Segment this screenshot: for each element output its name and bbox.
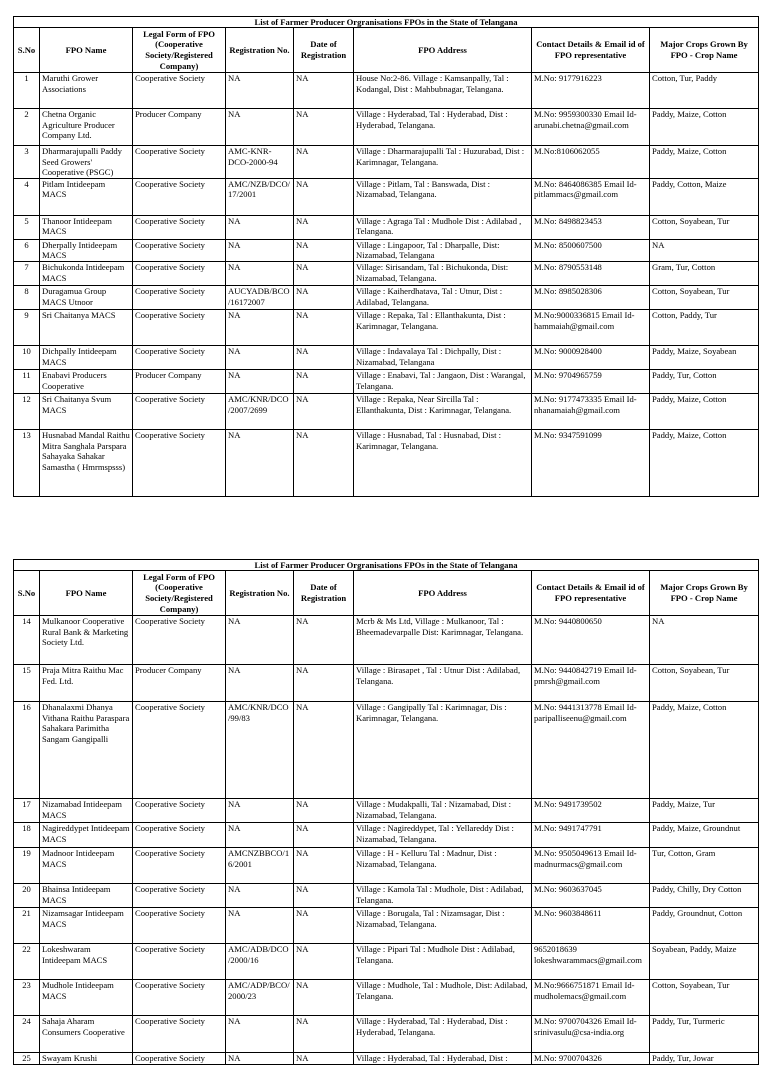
table-row	[14, 345, 759, 369]
header-contact-details: Contact Details & Email id of FPO representative	[532, 28, 650, 73]
cell-fpo-name: Chetna Organic Agriculture Producer Company Ltd.	[40, 109, 133, 146]
cell-legal-form: Cooperative Society	[133, 429, 226, 496]
cell-legal-form: Cooperative Society	[133, 823, 226, 848]
cell-fpo-name: Dichpally Intideepam MACS	[40, 345, 133, 369]
cell-fpo-name: Enabavi Producers Cooperative	[40, 369, 133, 393]
cell-contact-details: M.No:9666751871 Email Id- mudholemacs@gmail.com	[532, 980, 650, 1016]
cell-fpo-name: Pitlam Intideepam MACS	[40, 178, 133, 215]
cell-sno: 13	[14, 429, 40, 496]
cell-contact-details: 9652018639 lokeshwarammacs@gmail.com	[532, 944, 650, 980]
cell-sno: 6	[14, 239, 40, 261]
table-row	[14, 285, 759, 309]
cell-legal-form: Cooperative Society	[133, 884, 226, 908]
cell-fpo-address: Village : Kamola Tal : Mudhole, Dist : Adilabad, Telangana.	[354, 884, 532, 908]
cell-registration-no: NA	[226, 884, 294, 908]
cell-fpo-name: Lokeshwaram Intideepam MACS	[40, 944, 133, 980]
table-title: List of Farmer Producer Orgranisations FPOs in the State of Telangana	[14, 17, 759, 28]
cell-fpo-name: Dharmarajupalli Paddy Seed Growers' Cooperative (PSGC)	[40, 146, 133, 179]
cell-contact-details: M.No: 9000928400	[532, 345, 650, 369]
cell-date-of-registration: NA	[294, 146, 354, 179]
cell-legal-form: Cooperative Society	[133, 146, 226, 179]
cell-contact-details: M.No: 9959300330 Email Id- arunabi.chetna@gmail.com	[532, 109, 650, 146]
cell-sno: 23	[14, 980, 40, 1016]
table-row	[14, 944, 759, 980]
cell-sno: 14	[14, 616, 40, 665]
header-sno: S.No	[14, 571, 40, 616]
cell-fpo-address: Village : Nagireddypet, Tal : Yellareddy Dist : Nizamabad, Telangana.	[354, 823, 532, 848]
cell-registration-no: NA	[226, 429, 294, 496]
cell-fpo-name: Duragamua Group MACS Utnoor	[40, 285, 133, 309]
cell-legal-form: Cooperative Society	[133, 261, 226, 285]
cell-major-crops: Cotton, Paddy, Tur	[650, 309, 759, 345]
cell-contact-details: M.No: 8464086385 Email Id- pitlammacs@gmail.com	[532, 178, 650, 215]
header-fpo-address: FPO Address	[354, 571, 532, 616]
table-row	[14, 1016, 759, 1053]
header-fpo-address: FPO Address	[354, 28, 532, 73]
cell-contact-details: M.No: 9704965759	[532, 369, 650, 393]
cell-contact-details: M.No: 9491739502	[532, 799, 650, 823]
fpo-table-page-2	[13, 559, 759, 1065]
cell-fpo-address: Village : Indavalaya Tal : Dichpally, Dist : Nizamabad, Telangana	[354, 345, 532, 369]
cell-date-of-registration: NA	[294, 908, 354, 944]
cell-fpo-name: Dherpally Intideepam MACS	[40, 239, 133, 261]
cell-fpo-name: Mulkanoor Cooperative Rural Bank & Marketing Society Ltd.	[40, 616, 133, 665]
cell-legal-form: Cooperative Society	[133, 702, 226, 799]
cell-date-of-registration: NA	[294, 944, 354, 980]
cell-fpo-name: Sahaja Aharam Consumers Cooperative	[40, 1016, 133, 1053]
cell-sno: 25	[14, 1053, 40, 1065]
cell-legal-form: Cooperative Society	[133, 1053, 226, 1065]
table-row	[14, 109, 759, 146]
cell-contact-details: M.No: 8790553148	[532, 261, 650, 285]
cell-contact-details: M.No: 9347591099	[532, 429, 650, 496]
cell-legal-form: Cooperative Society	[133, 345, 226, 369]
cell-legal-form: Cooperative Society	[133, 285, 226, 309]
cell-sno: 12	[14, 393, 40, 429]
cell-legal-form: Cooperative Society	[133, 215, 226, 239]
cell-major-crops: Cotton, Soyabean, Tur	[650, 285, 759, 309]
table-row	[14, 393, 759, 429]
fpo-table-page-1	[13, 16, 759, 497]
header-date-of-registration: Date of Registration	[294, 571, 354, 616]
cell-sno: 3	[14, 146, 40, 179]
cell-legal-form: Cooperative Society	[133, 309, 226, 345]
header-registration-no: Registration No.	[226, 571, 294, 616]
cell-legal-form: Cooperative Society	[133, 980, 226, 1016]
cell-major-crops: Paddy, Maize, Cotton	[650, 146, 759, 179]
cell-fpo-name: Nagireddypet Intideepam MACS	[40, 823, 133, 848]
cell-major-crops: Cotton, Soyabean, Tur	[650, 665, 759, 702]
cell-legal-form: Cooperative Society	[133, 799, 226, 823]
cell-legal-form: Cooperative Society	[133, 178, 226, 215]
cell-contact-details: M.No:9000336815 Email Id- hammaiah@gmail.com	[532, 309, 650, 345]
table-row	[14, 616, 759, 665]
cell-fpo-name: Thanoor Intideepam MACS	[40, 215, 133, 239]
cell-contact-details: M.No: 9700704326	[532, 1053, 650, 1065]
cell-contact-details: M.No: 9441313778 Email Id- paripalliseenu@gmail.com	[532, 702, 650, 799]
cell-major-crops: Cotton, Tur, Paddy	[650, 73, 759, 109]
cell-legal-form: Cooperative Society	[133, 908, 226, 944]
cell-fpo-address: Village : Agraga Tal : Mudhole Dist : Adilabad , Telangana.	[354, 215, 532, 239]
cell-sno: 5	[14, 215, 40, 239]
table-row	[14, 178, 759, 215]
cell-sno: 22	[14, 944, 40, 980]
cell-fpo-address: House No:2-86. Village : Kamsanpally, Tal : Kodangal, Dist : Mahbubnagar, Telangana.	[354, 73, 532, 109]
cell-registration-no: AMC-KNR-DCO-2000-94	[226, 146, 294, 179]
cell-major-crops: Cotton, Soyabean, Tur	[650, 215, 759, 239]
cell-major-crops: Paddy, Maize, Soyabean	[650, 345, 759, 369]
cell-date-of-registration: NA	[294, 261, 354, 285]
cell-date-of-registration: NA	[294, 178, 354, 215]
cell-fpo-name: Bhainsa Intideepam MACS	[40, 884, 133, 908]
cell-date-of-registration: NA	[294, 799, 354, 823]
cell-registration-no: AMC/KNR/DCO/2007/2699	[226, 393, 294, 429]
cell-fpo-address: Village : Mudakpalli, Tal : Nizamabad, Dist : Nizamabad, Telangana.	[354, 799, 532, 823]
cell-registration-no: NA	[226, 908, 294, 944]
cell-fpo-name: Sri Chaitanya MACS	[40, 309, 133, 345]
cell-major-crops: Cotton, Soyabean, Tur	[650, 980, 759, 1016]
table-row	[14, 215, 759, 239]
cell-sno: 9	[14, 309, 40, 345]
cell-major-crops: Paddy, Groundnut, Cotton	[650, 908, 759, 944]
cell-date-of-registration: NA	[294, 702, 354, 799]
table-row	[14, 73, 759, 109]
cell-sno: 15	[14, 665, 40, 702]
cell-registration-no: NA	[226, 665, 294, 702]
cell-major-crops: NA	[650, 616, 759, 665]
cell-major-crops: Paddy, Chilly, Dry Cotton	[650, 884, 759, 908]
cell-legal-form: Cooperative Society	[133, 73, 226, 109]
cell-contact-details: M.No: 9603848611	[532, 908, 650, 944]
cell-fpo-address: Village : Dharmarajupalli Tal : Huzurabad, Dist : Karimnagar, Telangana.	[354, 146, 532, 179]
cell-date-of-registration: NA	[294, 73, 354, 109]
cell-sno: 2	[14, 109, 40, 146]
cell-major-crops: Paddy, Maize, Cotton	[650, 109, 759, 146]
cell-sno: 20	[14, 884, 40, 908]
cell-fpo-address: Village : Mudhole, Tal : Mudhole, Dist: Adilabad, Telangana.	[354, 980, 532, 1016]
cell-date-of-registration: NA	[294, 345, 354, 369]
cell-fpo-address: Village : Pitlam, Tal : Banswada, Dist : Nizamabad, Telangana.	[354, 178, 532, 215]
cell-date-of-registration: NA	[294, 665, 354, 702]
table-row	[14, 702, 759, 799]
cell-legal-form: Cooperative Society	[133, 1016, 226, 1053]
cell-major-crops: Paddy, Maize, Cotton	[650, 393, 759, 429]
cell-sno: 1	[14, 73, 40, 109]
cell-major-crops: Paddy, Maize, Groundnut	[650, 823, 759, 848]
cell-fpo-address: Mcrb & Ms Ltd, Village : Mulkanoor, Tal : Bheemadevarpalle Dist: Karimnagar, Telangana.	[354, 616, 532, 665]
cell-registration-no: AMCNZBBCO/16/2001	[226, 848, 294, 884]
cell-registration-no: NA	[226, 261, 294, 285]
cell-sno: 4	[14, 178, 40, 215]
cell-major-crops: Soyabean, Paddy, Maize	[650, 944, 759, 980]
cell-major-crops: Gram, Tur, Cotton	[650, 261, 759, 285]
table-row	[14, 429, 759, 496]
header-date-of-registration: Date of Registration	[294, 28, 354, 73]
header-legal-form: Legal Form of FPO (Cooperative Society/Registered Company)	[133, 28, 226, 73]
cell-contact-details: M.No: 9177473335 Email Id- nhanamaiah@gmail.com	[532, 393, 650, 429]
table-row	[14, 823, 759, 848]
cell-sno: 8	[14, 285, 40, 309]
cell-registration-no: NA	[226, 73, 294, 109]
cell-contact-details: M.No: 8985028306	[532, 285, 650, 309]
table-row	[14, 799, 759, 823]
cell-sno: 24	[14, 1016, 40, 1053]
cell-fpo-address: Village : Repaka, Tal : Ellanthakunta, Dist : Karimnagar, Telangana.	[354, 309, 532, 345]
cell-fpo-name: Dhanalaxmi Dhanya Vithana Raithu Paraspara Sahakara Parimitha Sangam Gangipalli	[40, 702, 133, 799]
cell-major-crops: Paddy, Tur, Turmeric	[650, 1016, 759, 1053]
cell-fpo-address: Village : Birasapet , Tal : Utnur Dist : Adilabad, Telangana.	[354, 665, 532, 702]
cell-sno: 16	[14, 702, 40, 799]
cell-date-of-registration: NA	[294, 393, 354, 429]
cell-contact-details: M.No: 9603637045	[532, 884, 650, 908]
table-row	[14, 1053, 759, 1065]
cell-legal-form: Producer Company	[133, 665, 226, 702]
cell-date-of-registration: NA	[294, 239, 354, 261]
header-fpo-name: FPO Name	[40, 571, 133, 616]
cell-contact-details: M.No: 9700704326 Email Id- srinivasulu@csa-india.org	[532, 1016, 650, 1053]
cell-fpo-address: Village : Repaka, Near Sircilla Tal : Ellanthakunta, Dist : Karimnagar, Telangana.	[354, 393, 532, 429]
cell-fpo-name: Bichukonda Intideepam MACS	[40, 261, 133, 285]
cell-sno: 21	[14, 908, 40, 944]
cell-fpo-address: Village : Hyderabad, Tal : Hyderabad, Dist : Hyderabad, Telangana.	[354, 1016, 532, 1053]
table-row	[14, 146, 759, 179]
cell-registration-no: NA	[226, 239, 294, 261]
cell-registration-no: NA	[226, 309, 294, 345]
cell-registration-no: NA	[226, 109, 294, 146]
header-major-crops: Major Crops Grown By FPO - Crop Name	[650, 571, 759, 616]
cell-contact-details: M.No: 9491747791	[532, 823, 650, 848]
header-contact-details: Contact Details & Email id of FPO representative	[532, 571, 650, 616]
cell-major-crops: Paddy, Tur, Jowar	[650, 1053, 759, 1065]
cell-fpo-address: Village : Pipari Tal : Mudhole Dist : Adilabad, Telangana.	[354, 944, 532, 980]
cell-date-of-registration: NA	[294, 285, 354, 309]
cell-sno: 7	[14, 261, 40, 285]
cell-fpo-name: Nizamsagar Intideepam MACS	[40, 908, 133, 944]
table-row	[14, 309, 759, 345]
cell-date-of-registration: NA	[294, 309, 354, 345]
cell-legal-form: Cooperative Society	[133, 944, 226, 980]
table-row	[14, 261, 759, 285]
cell-legal-form: Producer Company	[133, 369, 226, 393]
cell-date-of-registration: NA	[294, 848, 354, 884]
cell-major-crops: Paddy, Maize, Cotton	[650, 702, 759, 799]
cell-date-of-registration: NA	[294, 616, 354, 665]
cell-date-of-registration: NA	[294, 429, 354, 496]
table-row	[14, 980, 759, 1016]
cell-date-of-registration: NA	[294, 980, 354, 1016]
table-row	[14, 848, 759, 884]
table-row	[14, 665, 759, 702]
cell-fpo-address: Village : Enabavi, Tal : Jangaon, Dist : Warangal, Telangana.	[354, 369, 532, 393]
cell-legal-form: Producer Company	[133, 109, 226, 146]
cell-registration-no: NA	[226, 215, 294, 239]
header-legal-form: Legal Form of FPO (Cooperative Society/Registered Company)	[133, 571, 226, 616]
cell-date-of-registration: NA	[294, 109, 354, 146]
cell-legal-form: Cooperative Society	[133, 393, 226, 429]
cell-contact-details: M.No: 8500607500	[532, 239, 650, 261]
cell-fpo-address: Village : Borugala, Tal : Nizamsagar, Dist : Nizamabad, Telangana.	[354, 908, 532, 944]
cell-major-crops: NA	[650, 239, 759, 261]
cell-fpo-address: Village : Gangipally Tal : Karimnagar, Dis : Karimnagar, Telangana.	[354, 702, 532, 799]
cell-registration-no: NA	[226, 1053, 294, 1065]
cell-registration-no: NA	[226, 616, 294, 665]
header-fpo-name: FPO Name	[40, 28, 133, 73]
table-row	[14, 908, 759, 944]
cell-fpo-address: Village : Hyderabad, Tal : Hyderabad, Dist : Hyderabad, Telangana.	[354, 109, 532, 146]
cell-fpo-address: Village : Hyderabad, Tal : Hyderabad, Dist :	[354, 1053, 532, 1065]
cell-major-crops: Paddy, Maize, Tur	[650, 799, 759, 823]
cell-registration-no: AMC/NZB/DCO/17/2001	[226, 178, 294, 215]
cell-contact-details: M.No:8106062055	[532, 146, 650, 179]
cell-fpo-name: Praja Mitra Raithu Mac Fed. Ltd.	[40, 665, 133, 702]
cell-registration-no: NA	[226, 369, 294, 393]
cell-sno: 17	[14, 799, 40, 823]
cell-registration-no: NA	[226, 1016, 294, 1053]
cell-major-crops: Tur, Cotton, Gram	[650, 848, 759, 884]
cell-contact-details: M.No: 9440800650	[532, 616, 650, 665]
cell-date-of-registration: NA	[294, 1016, 354, 1053]
cell-major-crops: Paddy, Tur, Cotton	[650, 369, 759, 393]
cell-fpo-address: Village : Husnabad, Tal : Husnabad, Dist : Karimnagar, Telangana.	[354, 429, 532, 496]
cell-fpo-address: Village: Sirisandam, Tal : Bichukonda, Dist: Nizamabad, Telangana.	[354, 261, 532, 285]
cell-fpo-name: Maruthi Grower Associations	[40, 73, 133, 109]
cell-fpo-name: Mudhole Intideepam MACS	[40, 980, 133, 1016]
header-sno: S.No	[14, 28, 40, 73]
cell-fpo-name: Madnoor Intideepam MACS	[40, 848, 133, 884]
cell-contact-details: M.No: 8498823453	[532, 215, 650, 239]
cell-date-of-registration: NA	[294, 823, 354, 848]
cell-contact-details: M.No: 9505049613 Email Id- madnurmacs@gmail.com	[532, 848, 650, 884]
cell-fpo-name: Husnabad Mandal Raithu Mitra Sanghala Parspara Sahayaka Sahakar Samastha ( Hmrmspsss)	[40, 429, 133, 496]
cell-contact-details: M.No: 9177916223	[532, 73, 650, 109]
cell-date-of-registration: NA	[294, 1053, 354, 1065]
cell-fpo-address: Village : Kaiherdhatava, Tal : Utnur, Dist : Adilabad, Telangana.	[354, 285, 532, 309]
cell-major-crops: Paddy, Cotton, Maize	[650, 178, 759, 215]
cell-fpo-name: Nizamabad Intideepam MACS	[40, 799, 133, 823]
cell-legal-form: Cooperative Society	[133, 616, 226, 665]
header-registration-no: Registration No.	[226, 28, 294, 73]
cell-contact-details: M.No: 9440842719 Email Id- pmrsh@gmail.com	[532, 665, 650, 702]
table-title: List of Farmer Producer Orgranisations FPOs in the State of Telangana	[14, 560, 759, 571]
cell-registration-no: AMC/ADB/DCO/2000/16	[226, 944, 294, 980]
cell-sno: 19	[14, 848, 40, 884]
table-row	[14, 369, 759, 393]
cell-registration-no: NA	[226, 823, 294, 848]
table-row	[14, 884, 759, 908]
cell-registration-no: AMC/KNR/DCO/99/83	[226, 702, 294, 799]
cell-sno: 11	[14, 369, 40, 393]
cell-fpo-address: Village : Lingapoor, Tal : Dharpalle, Dist: Nizamabad, Telangana	[354, 239, 532, 261]
cell-registration-no: AMC/ADP/BCO/2000/23	[226, 980, 294, 1016]
cell-fpo-name: Sri Chaitanya Svum MACS	[40, 393, 133, 429]
cell-sno: 10	[14, 345, 40, 369]
table-row	[14, 239, 759, 261]
cell-date-of-registration: NA	[294, 369, 354, 393]
cell-date-of-registration: NA	[294, 215, 354, 239]
cell-major-crops: Paddy, Maize, Cotton	[650, 429, 759, 496]
cell-legal-form: Cooperative Society	[133, 848, 226, 884]
cell-date-of-registration: NA	[294, 884, 354, 908]
cell-legal-form: Cooperative Society	[133, 239, 226, 261]
cell-registration-no: NA	[226, 799, 294, 823]
header-major-crops: Major Crops Grown By FPO - Crop Name	[650, 28, 759, 73]
cell-fpo-name: Swayam Krushi	[40, 1053, 133, 1065]
cell-registration-no: NA	[226, 345, 294, 369]
cell-sno: 18	[14, 823, 40, 848]
cell-fpo-address: Village : H - Kelluru Tal : Madnur, Dist : Nizamabad, Telangana.	[354, 848, 532, 884]
cell-registration-no: AUCYADB/BCO/16172007	[226, 285, 294, 309]
